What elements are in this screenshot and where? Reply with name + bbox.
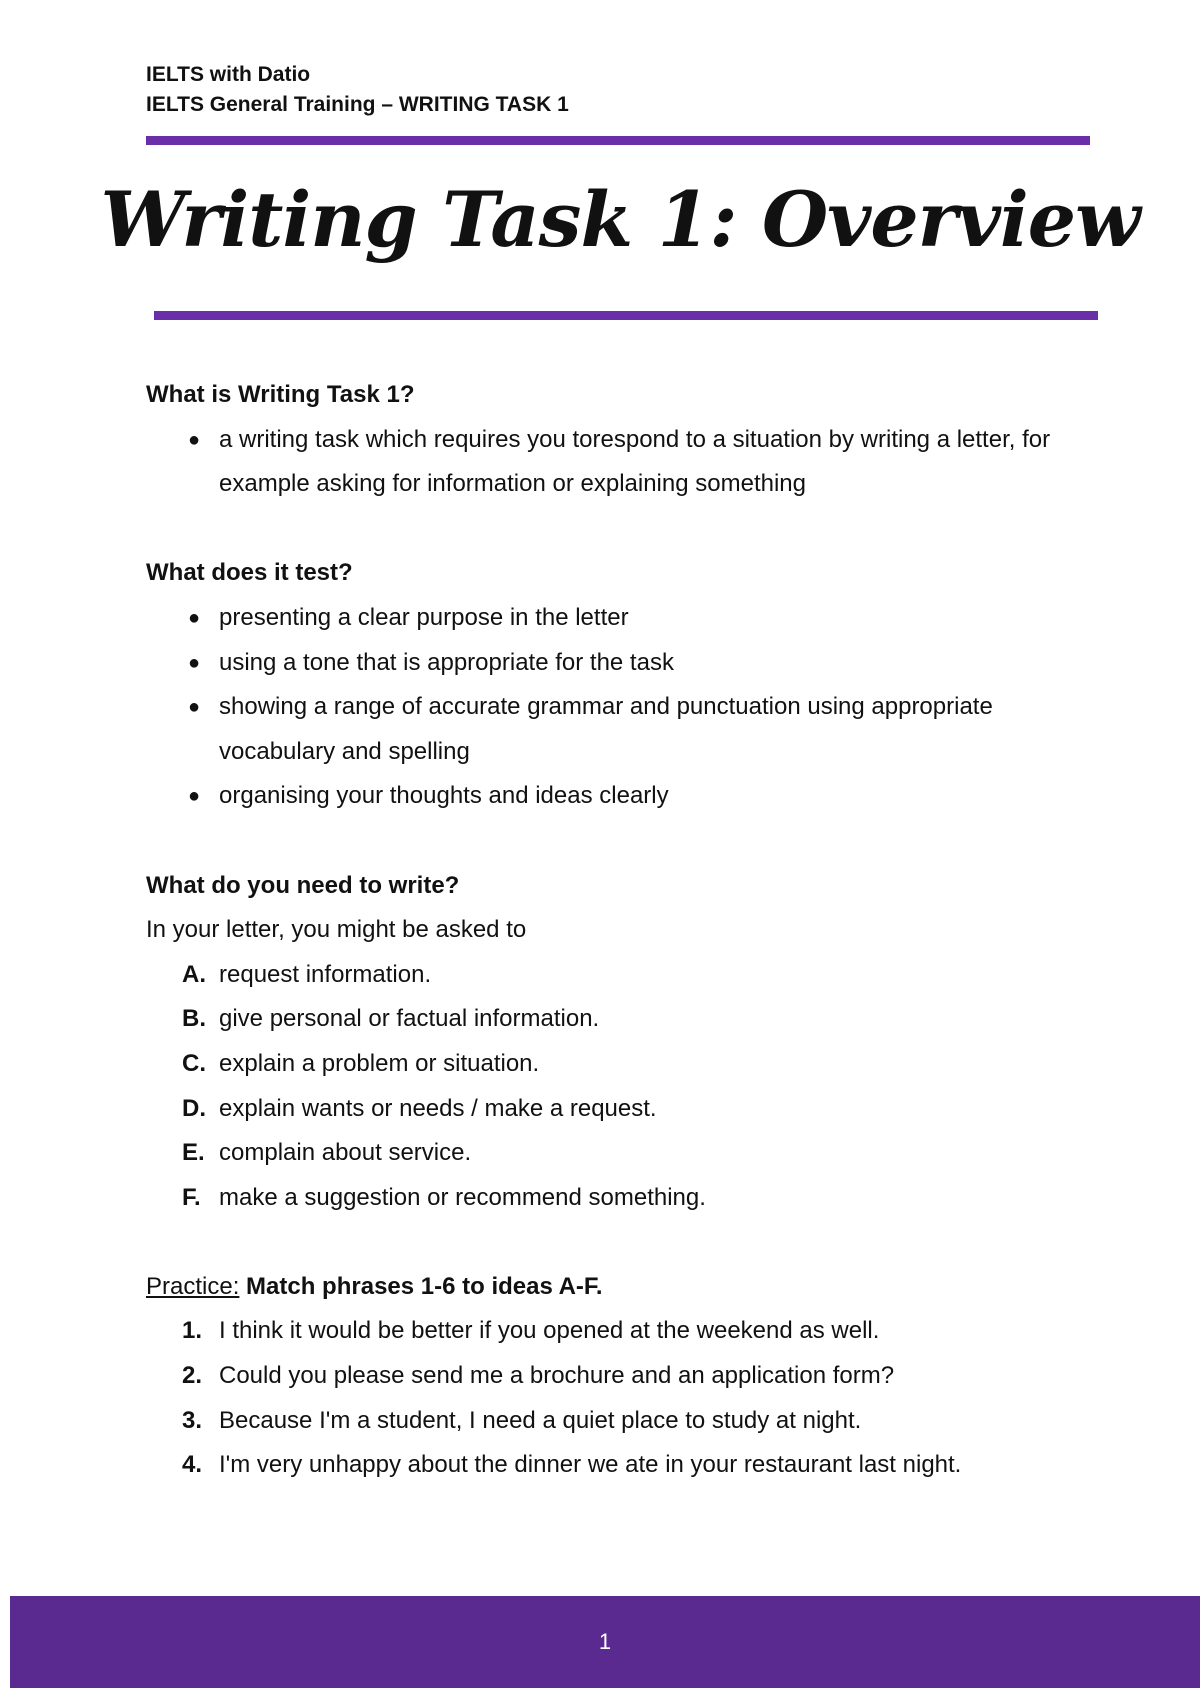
what-write-intro: In your letter, you might be asked to xyxy=(146,916,527,944)
list-item xyxy=(146,953,1076,998)
list-item xyxy=(146,685,1076,774)
list-item-label: A. xyxy=(182,960,206,988)
bullet-icon: ● xyxy=(188,428,201,451)
top-divider xyxy=(146,136,1090,145)
page-number: 1 xyxy=(598,1629,612,1654)
list-item xyxy=(146,418,1076,507)
list-item xyxy=(146,997,1076,1042)
list-item-text: Could you please send me a brochure and an application form? xyxy=(219,1362,895,1390)
list-item xyxy=(146,1176,1076,1221)
list-item-text: give personal or factual information. xyxy=(219,1005,600,1033)
list-item-text: explain wants or needs / make a request. xyxy=(219,1094,657,1122)
list-item-text: I'm very unhappy about the dinner we ate in your restaurant last night. xyxy=(219,1451,962,1479)
what-is-list xyxy=(146,418,1076,507)
list-item xyxy=(146,596,1076,641)
list-item xyxy=(146,1087,1076,1132)
bullet-icon: ● xyxy=(188,606,201,629)
list-item xyxy=(146,1042,1076,1087)
section-heading-what-is: What is Writing Task 1? xyxy=(146,381,415,408)
list-item-text: I think it would be better if you opened at the weekend as well. xyxy=(219,1317,880,1345)
list-item-label: 2. xyxy=(182,1362,203,1390)
list-item-text: a writing task which requires you torespond to a situation by writing a letter, for example asking for information or explaining something xyxy=(219,425,1051,498)
list-item-text: organising your thoughts and ideas clearly xyxy=(219,782,669,810)
list-item xyxy=(146,1354,1076,1399)
list-item-text: showing a range of accurate grammar and punctuation using appropriate vocabulary and spelling xyxy=(219,693,993,765)
document-header xyxy=(146,60,569,120)
list-item-label: D. xyxy=(182,1094,206,1122)
list-item xyxy=(146,1131,1076,1176)
document-body xyxy=(146,373,1076,1488)
bullet-icon: ● xyxy=(188,785,201,808)
section-heading-what-write: What do you need to write? xyxy=(146,871,460,899)
list-item-text: request information. xyxy=(219,960,432,988)
list-item xyxy=(146,774,1076,819)
list-item-label: E. xyxy=(182,1139,205,1167)
letter-task-list xyxy=(146,953,1076,1221)
list-item xyxy=(146,641,1076,686)
list-item-label: 4. xyxy=(182,1451,203,1479)
list-item-label: 1. xyxy=(182,1317,203,1345)
page-title: Writing Task 1: Overview xyxy=(100,175,1140,264)
header-line-2: IELTS General Training – WRITING TASK 1 xyxy=(146,93,569,116)
list-item-label: F. xyxy=(182,1183,201,1211)
practice-heading xyxy=(146,1265,1076,1310)
practice-title: Match phrases 1-6 to ideas A-F. xyxy=(246,1272,603,1300)
header-line-1: IELTS with Datio xyxy=(146,63,311,86)
list-item-text: explain a problem or situation. xyxy=(219,1049,540,1077)
bullet-icon: ● xyxy=(188,696,201,719)
list-item xyxy=(146,1443,1076,1488)
list-item-label: B. xyxy=(182,1005,206,1033)
practice-label: Practice: xyxy=(146,1272,240,1300)
list-item-label: C. xyxy=(182,1049,206,1077)
title-divider xyxy=(154,311,1098,320)
list-item-text: using a tone that is appropriate for the task xyxy=(219,648,674,676)
list-item-label: 3. xyxy=(182,1406,203,1434)
list-item xyxy=(146,1309,1076,1354)
list-item-text: make a suggestion or recommend something. xyxy=(219,1183,706,1211)
what-test-list xyxy=(146,596,1076,819)
list-item-text: complain about service. xyxy=(219,1139,472,1167)
section-heading-what-test: What does it test? xyxy=(146,559,353,587)
bullet-icon: ● xyxy=(188,651,201,674)
practice-list xyxy=(146,1309,1076,1487)
list-item xyxy=(146,1399,1076,1444)
list-item-text: Because I'm a student, I need a quiet place to study at night. xyxy=(219,1406,862,1434)
list-item-text: presenting a clear purpose in the letter xyxy=(219,603,629,631)
page-footer xyxy=(10,1596,1200,1688)
